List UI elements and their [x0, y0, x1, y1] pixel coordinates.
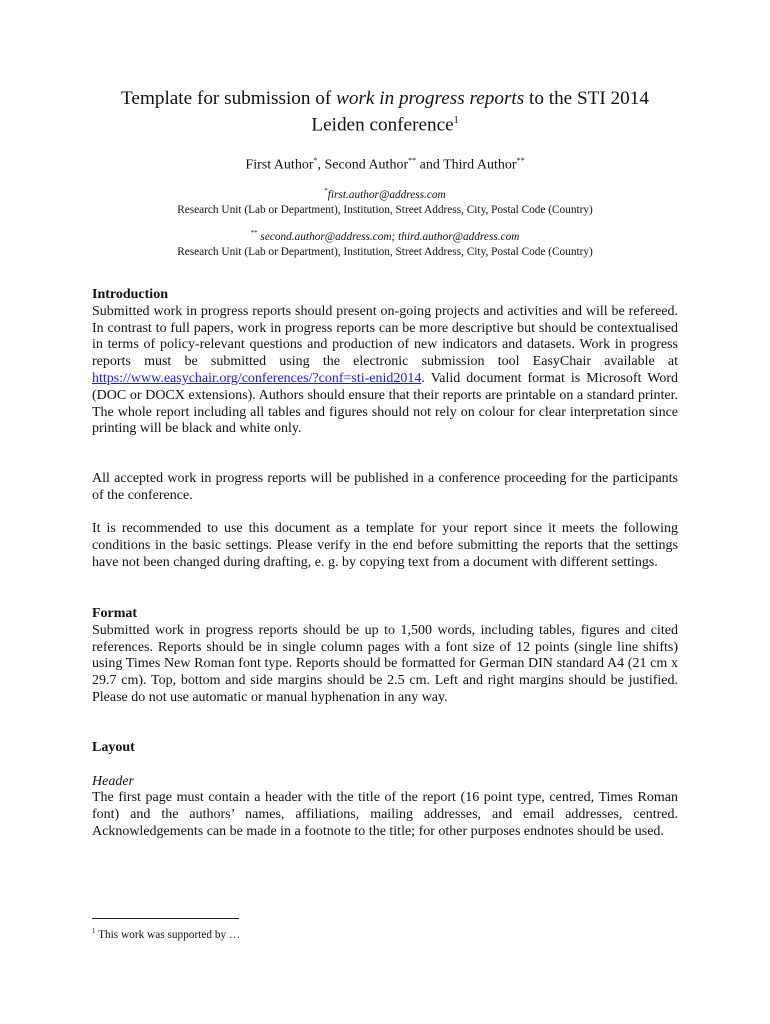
- author-1: First Author: [245, 157, 314, 173]
- paragraph: Submitted work in progress reports should be up to 1,500 words, including tables, figures and cited references. Reports should be in single column pages with a font size of 12 points (single line shifts) using Times New Roman font type. Reports should be formatted for German DIN standard A4 (21 cm x 29.7 cm). Top, bottom and side margins should be 2.5 cm. Left and right margins should be justified. Please do not use automatic or manual hyphenation in any way.: [92, 622, 678, 705]
- footnote-mark: 1: [92, 927, 96, 935]
- section-format: [92, 606, 678, 707]
- page-title: [60, 88, 710, 136]
- affiliation-1-address: Research Unit (Lab or Department), Institution, Street Address, City, Postal Code (Country): [177, 203, 593, 216]
- author-3: Third Author: [443, 157, 517, 173]
- author-separator: and: [416, 157, 444, 173]
- paragraph-published: [92, 471, 678, 505]
- paragraph: [92, 304, 678, 438]
- author-separator: ,: [317, 157, 325, 173]
- paragraph: All accepted work in progress reports will be published in a conference proceeding for the participants of the conference.: [92, 471, 678, 503]
- footnote: [92, 924, 240, 942]
- section-introduction: [92, 287, 678, 438]
- title-part1: Template for submission of: [121, 88, 337, 109]
- paragraph-text: . Valid document format is Microsoft Word (DOC or DOCX extensions). Authors should ensure that their reports are printable on a standard printer. The whole report including all tables and figures should not rely on colour for clear interpretation since printing will be black and white only.: [92, 370, 678, 437]
- section-heading: Layout: [92, 740, 135, 755]
- paragraph-text: Submitted work in progress reports should present on-going projects and activities and will be refereed. In contrast to full papers, work in progress reports can be more descriptive but should be contextualised in terms of policy-relevant questions and production of new indicators and datasets. Work in progress reports must be submitted using the electronic submission tool EasyChair available at: [92, 303, 678, 370]
- affiliation-2: [60, 226, 710, 260]
- footnote-text: This work was supported by …: [95, 928, 241, 941]
- paragraph-template: [92, 521, 678, 571]
- footnote-separator: [92, 918, 239, 919]
- affiliation-2-mark: **: [250, 229, 258, 237]
- title-footnote-mark: 1: [453, 115, 459, 126]
- author-3-mark: **: [516, 156, 525, 165]
- paragraph: The first page must contain a header with the title of the report (16 point type, centred, Times Roman font) and the authors’ names, affiliations, mailing addresses, and email addresses, centred. Acknowledgements can be made in a footnote to the title; for other purposes endnotes should be used.: [92, 790, 678, 839]
- affiliation-2-address: Research Unit (Lab or Department), Institution, Street Address, City, Postal Code (Country): [177, 245, 593, 258]
- section-heading: Introduction: [92, 287, 168, 302]
- easychair-link[interactable]: https://www.easychair.org/conferences/?conf=sti-enid2014: [92, 370, 422, 386]
- title-line2: Leiden conference: [311, 114, 454, 136]
- title-italic: work in progress reports: [336, 88, 525, 109]
- paragraph: It is recommended to use this document as a template for your report since it meets the following conditions in the basic settings. Please verify in the end before submitting the reports that the settings have not been changed during drafting, e. g. by copying text from a document with different settings.: [92, 521, 678, 570]
- author-2: Second Author: [324, 157, 409, 173]
- subsection-heading: Header: [92, 773, 134, 789]
- title-part2: to the STI 2014: [524, 88, 649, 109]
- author-2-mark: **: [408, 156, 417, 165]
- author-list: [60, 153, 710, 174]
- affiliation-1: [60, 184, 710, 218]
- section-heading: Format: [92, 606, 138, 621]
- section-layout: [92, 740, 678, 841]
- author-1-mark: *: [313, 156, 318, 165]
- affiliation-2-email: second.author@address.com; third.author@address.com: [257, 230, 520, 243]
- affiliation-1-email: first.author@address.com: [327, 188, 446, 201]
- spacer: [92, 757, 678, 774]
- affiliation-1-mark: *: [324, 187, 328, 195]
